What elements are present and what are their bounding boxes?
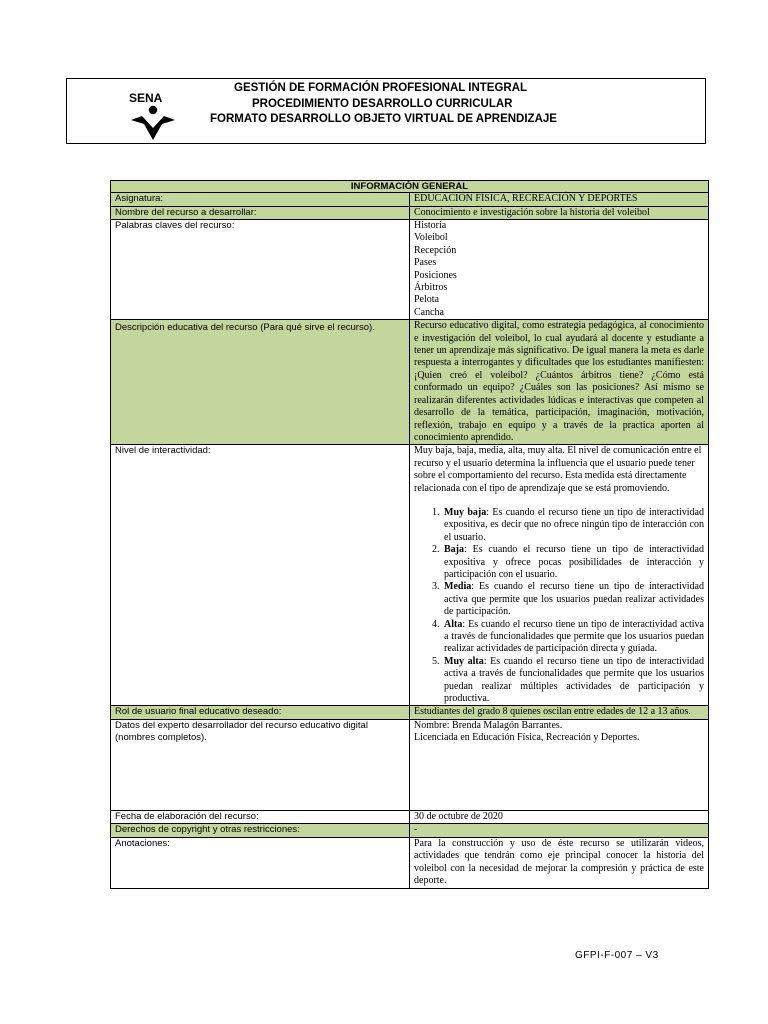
- label-fecha: Fecha de elaboración del recurso:: [111, 810, 410, 824]
- keyword-item: Recepción: [414, 244, 457, 256]
- label-nivel-interactividad: Nivel de interactividad:: [111, 445, 410, 706]
- value-nivel-interactividad: [410, 445, 709, 706]
- row-nivel-interactividad: [111, 445, 709, 706]
- row-descripcion: [111, 320, 709, 445]
- value-derechos: -: [410, 824, 709, 838]
- row-fecha: [111, 810, 709, 824]
- level-term: Muy baja: [444, 506, 487, 518]
- label-asignatura: Asignatura:: [111, 193, 410, 207]
- section-title: INFORMACIÓN GENERAL: [111, 181, 709, 193]
- header-title-line3: FORMATO DESARROLLO OBJETO VIRTUAL DE APRENDIZAJE: [210, 113, 557, 125]
- form-code: GFPI-F-007 – V3: [575, 950, 659, 961]
- level-item: [442, 507, 704, 544]
- level-term: Media: [444, 581, 472, 593]
- keyword-item: Árbitros: [414, 282, 448, 294]
- level-item: [442, 544, 704, 581]
- level-text: : Es cuando el recurso tiene un tipo de interactividad activa que permite que los usuarios puedan realizar actividades de participación.: [444, 581, 704, 618]
- value-nombre-recurso: Conocimiento e investigación sobre la historia del voleibol: [410, 206, 709, 220]
- general-info-table: [110, 180, 709, 889]
- label-anotaciones: Anotaciones:: [111, 837, 410, 888]
- keyword-item: Pases: [414, 257, 437, 269]
- value-asignatura: EDUCACIÓN FÍSICA, RECREACIÓN Y DEPORTES: [410, 193, 709, 207]
- sena-logo-text: SENA: [129, 91, 163, 105]
- level-text: : Es cuando el recurso tiene un tipo de interactividad activa a través de funcionalidades que permite que los usuarios puedan realizar múltiples actividades de participación y productiva.: [444, 655, 704, 705]
- label-derechos: Derechos de copyright y otras restricciones:: [111, 824, 410, 838]
- row-derechos: [111, 824, 709, 838]
- keyword-item: Posiciones: [414, 269, 457, 281]
- label-palabras-claves: Palabras claves del recurso:: [111, 220, 410, 320]
- experto-titulo: Licenciada en Educación Física, Recreación y Deportes.: [414, 732, 640, 744]
- level-item: [442, 656, 704, 706]
- header-title-line1: GESTIÓN DE FORMACIÓN PROFESIONAL INTEGRAL: [234, 82, 528, 94]
- level-term: Alta: [444, 618, 463, 630]
- value-palabras-claves: [410, 220, 709, 320]
- keyword-item: Pelota: [414, 294, 439, 306]
- experto-nombre: Nombre: Brenda Malagón Barrantes.: [414, 719, 563, 731]
- row-palabras-claves: [111, 220, 709, 320]
- value-experto: [410, 719, 709, 810]
- keyword-item: Cancha: [414, 306, 444, 318]
- sena-logo: [125, 91, 187, 143]
- value-anotaciones: Para la construcción y uso de éste recurso se utilizarán videos, actividades que tendrán como eje principal conocer la historia del voleibol con la necesidad de mejorar la compresión y práctica de este deporte.: [410, 837, 709, 888]
- label-experto: Datos del experto desarrollador del recurso educativo digital (nombres completos).: [111, 719, 410, 810]
- level-text: : Es cuando el recurso tiene un tipo de interactividad expositiva, es decir que no ofrece ningún tipo de interacción con el usuario.: [444, 506, 704, 543]
- nivel-intro: Muy baja, baja, media, alta, muy alta. El nivel de comunicación entre el recurso y el usuario determina la influencia que el usuario puede tener sobre el comportamiento del recurso. Esta medida está directamente relacionada con el tipo de aprendizaje que se está promoviendo.: [414, 445, 702, 494]
- level-item: [442, 619, 704, 656]
- level-text: : Es cuando el recurso tiene un tipo de interactividad expositiva y ofrece pocas posibilidades de interacción y participación con el usuario.: [444, 544, 704, 580]
- row-experto: [111, 719, 709, 810]
- levels-list: [414, 507, 704, 706]
- value-descripcion: Recurso educativo digital, como estrategia pedagógica, al conocimiento e investigación del voleibol, lo cual ayudará al docente y estudiante a tener un aprendizaje más significativo. De igual manera la meta es darle respuesta a interrogantes y dificultades que los estudiantes manifiesten: ¡Quien creó el voleibol? ¿Cuántos árbitros tiene? ¿Cómo está conformado un equipo? ¿Cuáles son las posiciones? Así mismo se realizarán diferentes actividades lúdicas e interactivas que competen al desarrollo de la temática, participación, imaginación, motivación, reflexión, trabajo en equipo y a través de la practica aporten al conocimiento aprendido.: [410, 320, 709, 445]
- level-term: Baja: [444, 544, 464, 556]
- row-nombre-recurso: [111, 206, 709, 220]
- header-title-line2: PROCEDIMIENTO DESARROLLO CURRICULAR: [252, 97, 513, 110]
- label-descripcion: Descripción educativa del recurso (Para qué sirve el recurso).: [111, 320, 410, 445]
- label-rol-usuario: Rol de usuario final educativo deseado:: [111, 706, 410, 720]
- keyword-item: Voleibol: [414, 232, 448, 244]
- header-titles: [197, 81, 705, 128]
- level-text: : Es cuando el recurso tiene un tipo de interactividad activa a través de funcionalidades que permite que los usuarios puedan realizar actividades de participación directa y guiada.: [444, 618, 704, 655]
- value-rol-usuario: Estudiantes del grado 8 quienes oscilan entre edades de 12 a 13 años.: [410, 706, 709, 720]
- row-rol-usuario: [111, 706, 709, 720]
- level-item: [442, 581, 704, 618]
- label-nombre-recurso: Nombre del recurso a desarrollar:: [111, 206, 410, 220]
- keyword-item: Historia: [414, 220, 447, 231]
- value-fecha: 30 de octubre de 2020: [410, 810, 709, 824]
- section-header-row: [111, 181, 709, 193]
- level-term: Muy alta: [444, 655, 484, 667]
- row-asignatura: [111, 193, 709, 207]
- row-anotaciones: [111, 837, 709, 888]
- document-header: [66, 78, 706, 144]
